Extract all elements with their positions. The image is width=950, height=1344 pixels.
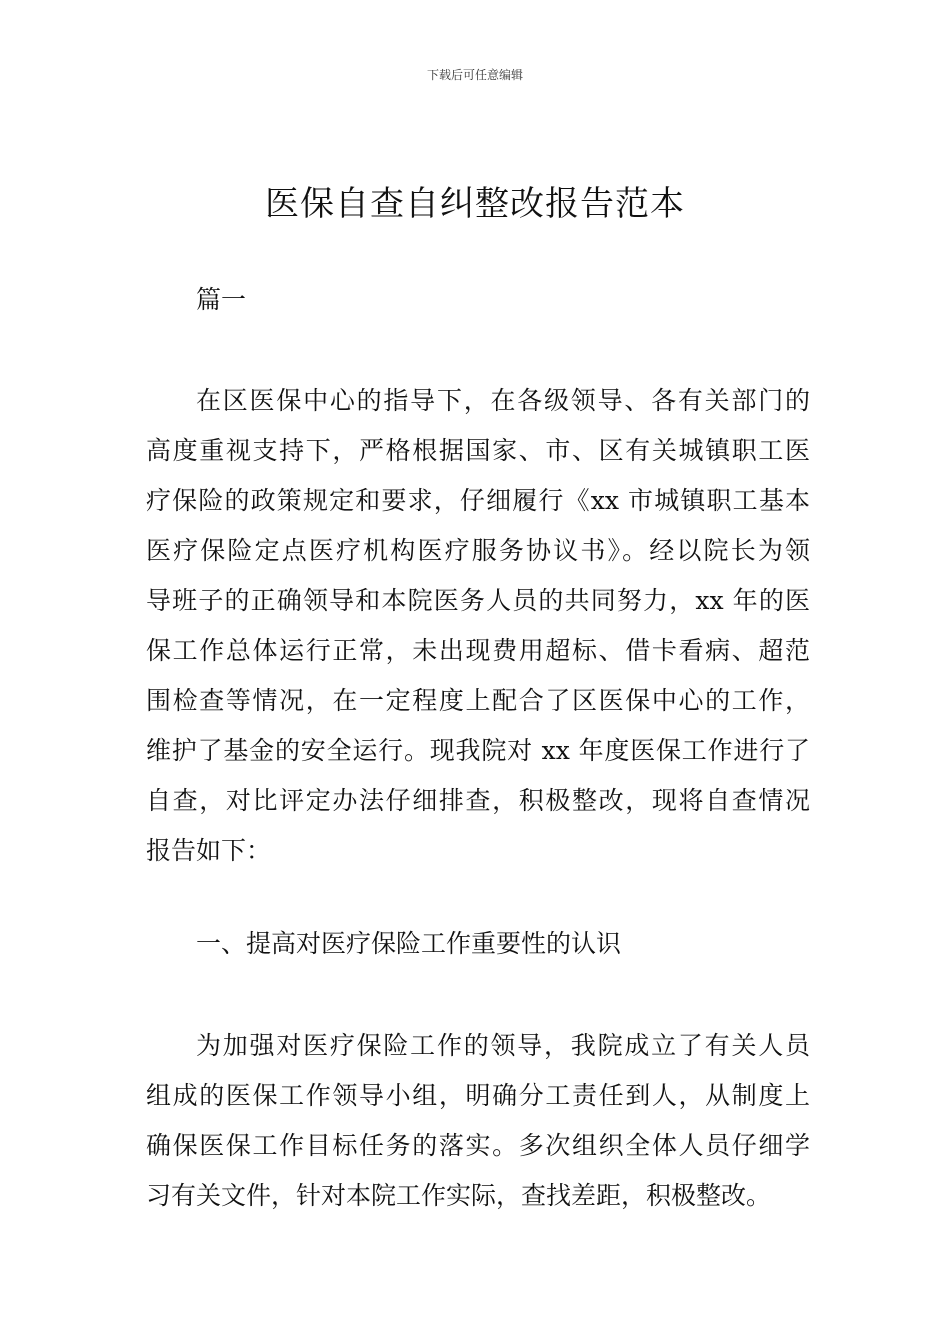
paragraph-line: 组成的医保工作领导小组，明确分工责任到人，从制度上 [146, 1081, 810, 1110]
paragraph-line: 围检查等情况，在一定程度上配合了区医保中心的工作， [146, 686, 810, 715]
paragraph-line: 高度重视支持下，严格根据国家、市、区有关城镇职工医 [146, 436, 810, 465]
paragraph-line: 确保医保工作目标任务的落实。多次组织全体人员仔细学 [146, 1131, 810, 1160]
paragraph-line: 报告如下： [146, 836, 272, 865]
document-title: 医保自查自纠整改报告范本 [265, 184, 685, 224]
paragraph-leadership [146, 1021, 810, 1221]
paragraph-intro [146, 376, 810, 876]
section-label: 篇一 [196, 285, 247, 314]
paragraph-line: 导班子的正确领导和本院医务人员的共同努力，xx 年的医 [146, 586, 810, 615]
section-heading: 一、提高对医疗保险工作重要性的认识 [196, 929, 622, 958]
paragraph-line: 自查，对比评定办法仔细排查，积极整改，现将自查情况 [146, 786, 810, 815]
paragraph-line: 维护了基金的安全运行。现我院对 xx 年度医保工作进行了 [146, 736, 810, 765]
paragraph-line: 为加强对医疗保险工作的领导，我院成立了有关人员 [196, 1031, 810, 1060]
paragraph-line: 在区医保中心的指导下，在各级领导、各有关部门的 [196, 386, 810, 415]
paragraph-line: 医疗保险定点医疗机构医疗服务协议书》。经以院长为领 [146, 536, 810, 565]
paragraph-line: 疗保险的政策规定和要求，仔细履行《xx 市城镇职工基本 [146, 486, 810, 515]
header-note: 下载后可任意编辑 [426, 68, 523, 82]
paragraph-line: 保工作总体运行正常，未出现费用超标、借卡看病、超范 [146, 636, 810, 665]
paragraph-line: 习有关文件，针对本院工作实际，查找差距，积极整改。 [146, 1181, 772, 1210]
